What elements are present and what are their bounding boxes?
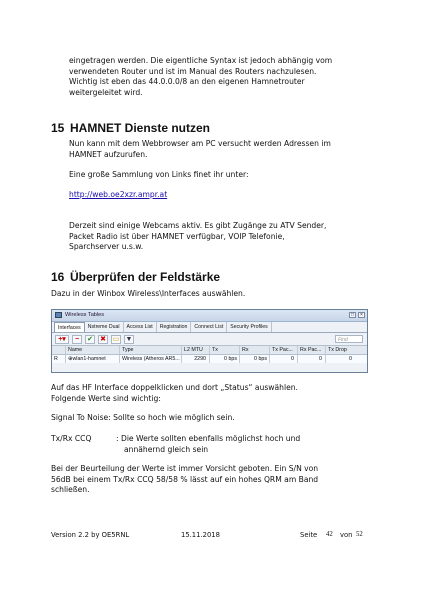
section-15-heading (51, 121, 210, 135)
add-dropdown-button[interactable]: +▾ (55, 335, 69, 344)
intro-paragraph (69, 56, 332, 98)
text-line: Sparchserver u.s.w. (69, 242, 144, 252)
hamnet-links-url[interactable]: http://web.oe2xzr.ampr.at (69, 190, 168, 199)
cell-tx-drop: 0 (349, 356, 352, 362)
text-line: verwendeten Router und ist im Manual des Routers nachzulesen. (69, 66, 317, 76)
table-row[interactable] (52, 355, 367, 363)
text-line: Nun kann mit dem Webbrowser am PC versucht werden Adressen im (69, 139, 331, 148)
footer-page-label: Seite (300, 531, 318, 539)
interfaces-table (52, 345, 367, 363)
enable-check-icon[interactable]: ✔ (85, 335, 95, 344)
tab-connect-list[interactable]: Connect List (191, 322, 227, 332)
text-line: Packet Radio ist über HAMNET verfügbar, VOIP Telefonie, (69, 231, 285, 241)
tab-access-list[interactable]: Access List (124, 322, 157, 332)
column-header[interactable]: Rx Pac... (298, 346, 326, 354)
tab-interfaces[interactable]: Interfaces (54, 322, 85, 332)
text-line: weitergeleitet wird. (69, 87, 143, 97)
flag-column-header (52, 346, 66, 354)
text-line: Derzeit sind einige Webcams aktiv. Es gibt Zugänge zu ATV Sender, (69, 221, 327, 230)
text-line: Bei der Beurteilung der Werte ist immer Vorsicht geboten. Ein S/N von (51, 464, 319, 473)
section-15-para2: Eine große Sammlung von Links finet ihr unter: (69, 170, 249, 179)
cell-rx: 0 bps (240, 355, 270, 363)
column-header[interactable]: Rx (240, 346, 270, 354)
close-icon[interactable]: × (358, 312, 365, 318)
cell-tx-packets: 0 (270, 355, 298, 363)
section-number: 15 (51, 121, 65, 135)
toolbar (52, 333, 367, 345)
tab-nstreme-dual[interactable]: Nstreme Dual (85, 322, 124, 332)
text-line: HAMNET aufzurufen. (69, 149, 148, 159)
column-header[interactable]: Tx Drop (328, 347, 347, 353)
text-line: : Die Werte sollten ebenfalls möglichst hoch und (116, 434, 301, 443)
after-window-paragraph (51, 383, 298, 404)
column-header[interactable]: Type (120, 346, 182, 354)
tab-security-profiles[interactable]: Security Profiles (227, 322, 271, 332)
section-number: 16 (51, 270, 65, 284)
winbox-window (51, 309, 368, 373)
section-15-para1 (69, 139, 331, 160)
comment-icon[interactable]: ▭ (112, 335, 120, 343)
text-line: schließen. (51, 485, 90, 495)
section-16-intro: Dazu in der Winbox Wireless\Interfaces auswählen. (51, 289, 246, 298)
text-line: Auf das HF Interface doppelklicken und dort „Status“ auswählen. (51, 383, 298, 392)
cell-l2mtu: 2290 (182, 355, 210, 363)
footer-total-pages: 52 (356, 531, 363, 538)
section-16-heading (51, 270, 220, 284)
table-header (52, 345, 367, 355)
text-line: annähernd gleich sein (124, 444, 209, 454)
text-line: Wichtig ist eben das 44.0.0.0/8 an den eigenen Hamnetrouter (69, 77, 305, 87)
footer-of-label: von (340, 531, 353, 539)
filter-icon[interactable]: ▼ (125, 335, 133, 343)
section-15-para3 (69, 221, 326, 253)
remove-icon[interactable]: − (72, 335, 82, 344)
signal-to-noise-line: Signal To Noise: Sollte so hoch wie möglich sein. (51, 413, 235, 422)
column-header[interactable]: Tx (210, 346, 240, 354)
text-line: 56dB bei einem Tx/Rx CCQ 58/58 % lässt auf ein hohes QRM am Band (51, 474, 319, 484)
window-title-bar (52, 310, 367, 322)
footer-version: Version 2.2 by OE5RNL (51, 531, 130, 539)
footer-page-number: 42 (326, 531, 333, 538)
window-icon (55, 312, 62, 318)
find-input[interactable]: Find (335, 335, 363, 343)
section-title: Überprüfen der Feldstärke (70, 270, 221, 284)
column-header[interactable]: Tx Pac... (270, 346, 298, 354)
final-paragraph (51, 464, 318, 496)
cell-type: Wireless (Atheros AR5... (120, 355, 182, 363)
cell-tx: 0 bps (210, 355, 240, 363)
column-header[interactable]: L2 MTU (182, 346, 210, 354)
window-title: Wireless Tables (65, 312, 105, 318)
column-header[interactable]: Name (66, 346, 120, 354)
tab-registration[interactable]: Registration (157, 322, 192, 332)
tab-bar (52, 322, 367, 333)
text-line: Folgende Werte sind wichtig: (51, 393, 161, 403)
cell-flag: R (52, 355, 66, 363)
cell-rx-packets: 0 (298, 355, 326, 363)
footer-date: 15.11.2018 (181, 531, 220, 539)
section-title: HAMNET Dienste nutzen (70, 121, 211, 135)
cell-name: ⊕wlan1-hamnet (66, 355, 120, 363)
text-line: eingetragen werden. Die eigentliche Syntax ist jedoch abhängig vom (69, 56, 333, 65)
ccq-label: Tx/Rx CCQ (51, 434, 92, 443)
disable-x-icon[interactable]: ✖ (98, 335, 108, 344)
maximize-icon[interactable]: □ (350, 312, 355, 318)
ccq-description (116, 434, 300, 455)
